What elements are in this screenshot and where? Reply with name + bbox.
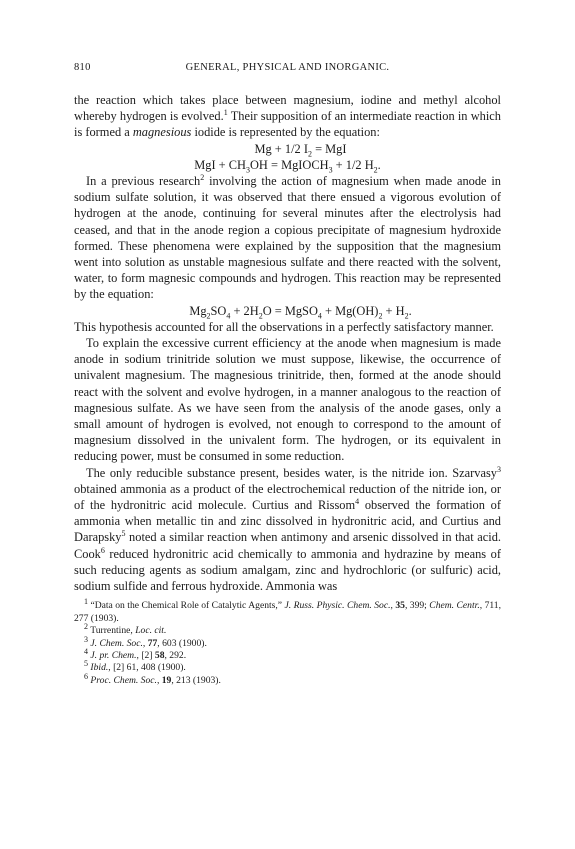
equation: MgI + $CH_3OH$ = MgIOCH$_3$ + 1/2 $H_2$. xyxy=(194,157,381,175)
body-text xyxy=(74,92,501,687)
footnote-ref: 4 xyxy=(355,496,360,506)
page-number: 810 xyxy=(74,62,91,73)
footnote-ref: 5 xyxy=(121,529,126,539)
paragraph: In a previous research$^2$ involving the action of magnesium when made anode in sodium sulfate solution, it was observed that there ensued a vigorous evolution of hydrogen at the anode, continuing for several minutes after the electrolysis had ceased, and that in the anode region a copious precipitate of magnesium hydroxide formed. These phenomena were explained by the supposition that the magnesium went into solution as unstable magnesious sulfate and there reacted with the solvent, water, to form magnesic compounds and hydrogen. This reaction may be represented by the equation: xyxy=(74,172,501,302)
paragraph: the reaction which takes place between magnesium, iodine and methyl alcohol whereby hydrogen is evolved.$^1$ Their supposition of an intermediate reaction in which is formed a magnesious iodide is represented by the equation: xyxy=(74,93,501,140)
running-title: GENERAL, PHYSICAL AND INORGANIC. xyxy=(185,62,390,73)
paragraph: This hypothesis accounted for all the observations in a perfectly satisfactory manner. xyxy=(74,319,494,334)
paragraph: The only reducible substance present, besides water, is the nitride ion. Szarvasy$^3$ obtained ammonia as a product of the electrochemical reduction of the nitride ion, or of the hydronitric acid molecule. Curtius and Rissom$^4$ observed the formation of ammonia when metallic tin and zinc dissolved in hydronitric acid, and Curtius and Darapsky$^5$ noted a similar reaction when antimony and arsenic dissolved in that acid. Cook$^6$ reduced hydronitric acid chemically to ammonia and hydrazine by means of such reducing agents as sodium amalgam, zinc and hydrochloric (or sulfuric) acid, sodium sulfide and ferrous hydroxide. Ammonia was xyxy=(74,464,501,594)
footnote: $^2$ Turrentine, Loc. cit. xyxy=(84,621,167,637)
running-header xyxy=(74,62,501,76)
footnote: $^1$ “Data on the Chemical Role of Catalytic Agents,” J. Russ. Physic. Chem. Soc., 35, 399; Chem. Centr., 711, 277 (1903). xyxy=(74,597,501,624)
paragraph: To explain the excessive current efficiency at the anode when magnesium is made anode in sodium trinitride solution we must suppose, likewise, the occurrence of univalent magnesium. The magnesious trinitride, then, formed at the anode should react with the solvent and evolve hydrogen, in a manner analogous to the reaction of magnesious sulfate. As we have seen from the analysis of the anode gases, only a small amount of hydrogen is evolved, not enough to correspond to the amount of magnesium dissolved in the univalent form. The hydrogen, or its equivalent in reducing power, must be consumed in some reduction. xyxy=(74,336,501,464)
footnote-ref: 2 xyxy=(200,172,205,182)
footnote-ref: 1 xyxy=(223,108,228,118)
equation: $Mg_2SO_4 + 2H_2O$ = MgSO$_4$ + $Mg(OH)_2 + H_2$. xyxy=(189,303,412,321)
footnote: $^3$ J. Chem. Soc., 77, 603 (1900). xyxy=(84,634,207,649)
equation: Mg + 1/2 $I_2$ = MgI xyxy=(254,141,347,159)
footnote: $^4$ J. pr. Chem., [2] 58, 292. xyxy=(84,646,187,661)
footnote-ref: 3 xyxy=(497,464,501,474)
footnote-ref: 6 xyxy=(100,545,105,555)
footnotes xyxy=(74,597,501,687)
footnote: $^5$ Ibid., [2] 61, 408 (1900). xyxy=(84,659,186,674)
footnote: $^6$ Proc. Chem. Soc., 19, 213 (1903). xyxy=(84,671,221,686)
